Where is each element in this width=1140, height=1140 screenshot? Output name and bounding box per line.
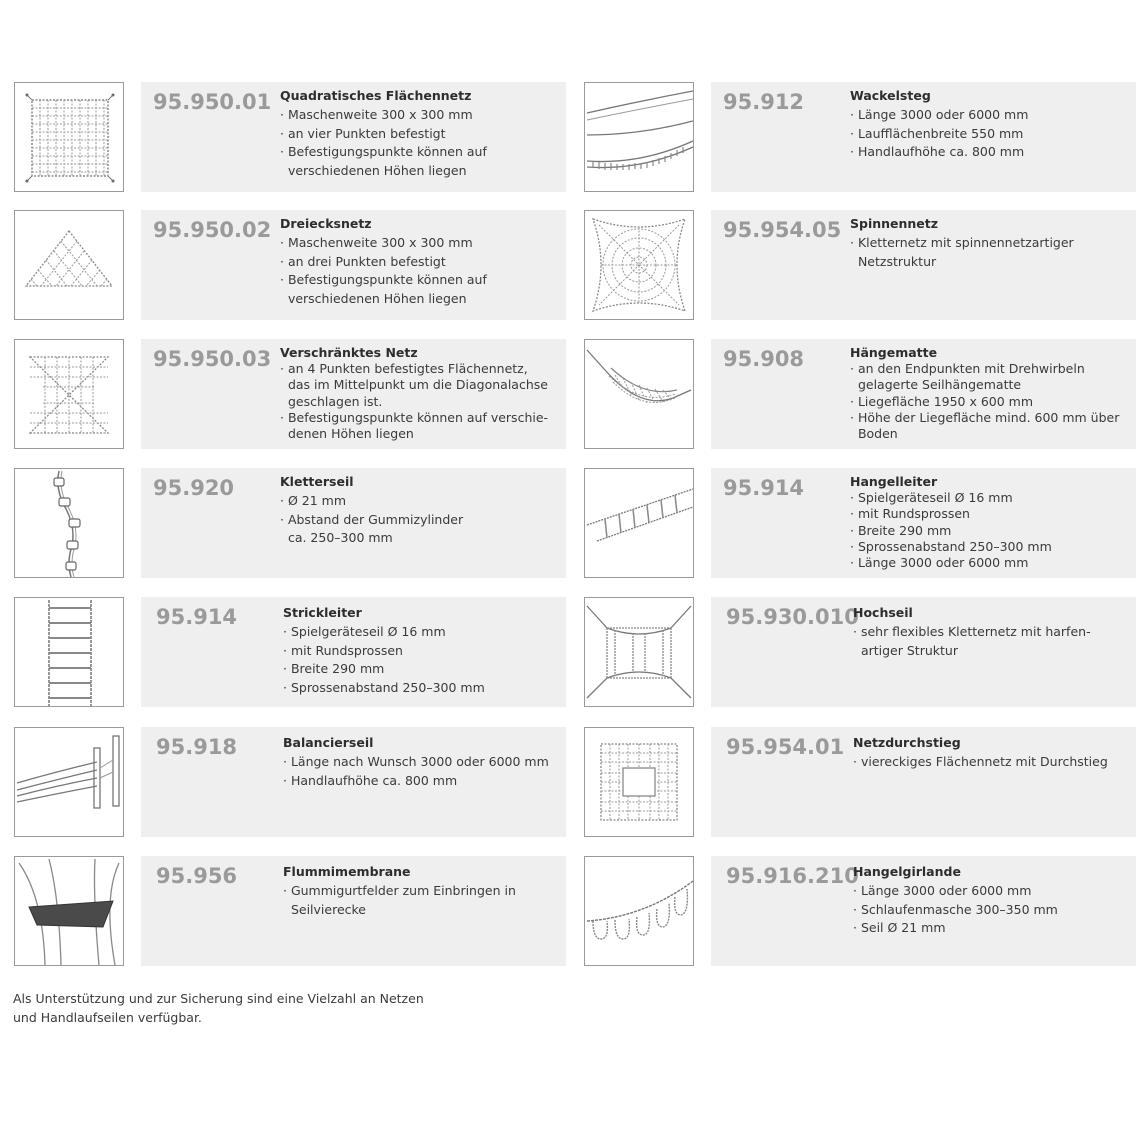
- product-code: 95.918: [156, 735, 238, 759]
- product-specs: [853, 882, 1133, 938]
- spec-line: · Abstand der Gummizylinder: [280, 511, 464, 527]
- product-title: Flummimembrane: [283, 864, 411, 879]
- spec-line: das im Mittelpunkt um die Diagonalachse: [280, 377, 548, 393]
- product-code: 95.920: [153, 476, 235, 500]
- rubber-membrane-drawing: [15, 857, 123, 965]
- product-specs: [280, 234, 560, 308]
- product-specs: [850, 490, 1130, 571]
- spec-line: verschiedenen Höhen liegen: [280, 290, 467, 306]
- product-code: 95.954.05: [723, 218, 842, 242]
- footer-note: [13, 989, 424, 1027]
- spec-line: · sehr flexibles Kletternetz mit harfen-: [853, 624, 1091, 639]
- spec-line: · Länge nach Wunsch 3000 oder 6000 mm: [283, 754, 549, 769]
- footer-line: und Handlaufseilen verfügbar.: [13, 1010, 202, 1025]
- spec-line: · Länge 3000 oder 6000 mm: [850, 107, 1029, 122]
- product-panel: [141, 82, 566, 192]
- spec-line: · Handlaufhöhe ca. 800 mm: [283, 772, 458, 788]
- spec-line: · mit Rundsprossen: [283, 642, 403, 658]
- rubber-membrane-icon: [14, 856, 124, 966]
- product-panel: [711, 597, 1136, 707]
- product-specs: [280, 492, 560, 548]
- spec-line: · mit Rundsprossen: [850, 506, 970, 522]
- spec-line: · Breite 290 mm: [283, 661, 385, 676]
- product-specs: [283, 882, 563, 919]
- spec-line: denen Höhen liegen: [280, 426, 414, 442]
- product-panel: [711, 468, 1136, 578]
- product-title: Quadratisches Flächennetz: [280, 88, 472, 103]
- square-net-drawing: [15, 83, 123, 191]
- spec-line: ca. 250–300 mm: [280, 530, 393, 545]
- triangle-net-icon: [14, 210, 124, 320]
- spec-line: Netzstruktur: [850, 253, 937, 269]
- product-code: 95.956: [156, 864, 238, 888]
- product-title: Spinnennetz: [850, 216, 939, 231]
- product-specs: [853, 623, 1133, 660]
- spec-line: · Sprossenabstand 250–300 mm: [283, 679, 485, 695]
- product-code: 95.912: [723, 90, 805, 114]
- twisted-net-drawing: [15, 340, 123, 448]
- product-code: 95.950.03: [153, 347, 272, 371]
- rope-ladder-drawing: [15, 598, 123, 706]
- spec-line: · Ø 21 mm: [280, 493, 346, 508]
- monkey-ladder-drawing: [585, 469, 693, 577]
- spec-line: · Schlaufenmasche 300–350 mm: [853, 901, 1058, 917]
- product-code: 95.950.01: [153, 90, 272, 114]
- spec-line: · Maschenweite 300 x 300 mm: [280, 235, 473, 250]
- spec-line: · Länge 3000 oder 6000 mm: [850, 555, 1029, 571]
- spec-line: · Maschenweite 300 x 300 mm: [280, 107, 473, 122]
- product-specs: [850, 106, 1130, 162]
- product-code: 95.914: [156, 605, 238, 629]
- product-title: Verschränktes Netz: [280, 345, 418, 360]
- twisted-net-icon: [14, 339, 124, 449]
- spider-web-icon: [584, 210, 694, 320]
- hand-garland-drawing: [585, 857, 693, 965]
- spec-line: · Sprossenabstand 250–300 mm: [850, 538, 1052, 554]
- product-panel: [141, 210, 566, 320]
- product-panel: [711, 727, 1136, 837]
- product-specs: [853, 753, 1133, 772]
- product-code: 95.916.210: [726, 864, 859, 888]
- spec-line: · Spielgeräteseil Ø 16 mm: [283, 624, 446, 639]
- product-title: Hängematte: [850, 345, 938, 360]
- spec-line: geschlagen ist.: [280, 393, 383, 409]
- product-code: 95.908: [723, 347, 805, 371]
- product-panel: [711, 82, 1136, 192]
- spider-web-drawing: [585, 211, 693, 319]
- product-specs: [283, 753, 563, 790]
- spec-line: Seilvierecke: [283, 901, 366, 917]
- spec-line: · Handlaufhöhe ca. 800 mm: [850, 144, 1025, 159]
- spec-line: · Befestigungspunkte können auf: [280, 272, 487, 287]
- spec-line: · viereckiges Flächennetz mit Durchstieg: [853, 754, 1108, 769]
- wobble-bridge-drawing: [585, 83, 693, 191]
- product-specs: [283, 623, 563, 697]
- spec-line: · Höhe der Liegefläche mind. 600 mm über: [850, 409, 1120, 425]
- product-specs: [280, 106, 560, 180]
- wobble-bridge-icon: [584, 82, 694, 192]
- spec-line: Boden: [850, 426, 898, 442]
- net-passage-drawing: [585, 728, 693, 836]
- square-net-icon: [14, 82, 124, 192]
- spec-line: verschiedenen Höhen liegen: [280, 162, 467, 178]
- spec-line: · an vier Punkten befestigt: [280, 125, 446, 141]
- product-code: 95.930.010: [726, 605, 859, 629]
- spec-line: · Breite 290 mm: [850, 522, 952, 538]
- spec-line: · Befestigungspunkte können auf: [280, 144, 487, 159]
- product-code: 95.914: [723, 476, 805, 500]
- spec-line: gelagerte Seilhängematte: [850, 377, 1022, 393]
- spec-line: · Seil Ø 21 mm: [853, 920, 946, 935]
- spec-line: · Laufflächenbreite 550 mm: [850, 125, 1024, 141]
- product-title: Wackelsteg: [850, 88, 931, 103]
- balance-rope-icon: [14, 727, 124, 837]
- hammock-drawing: [585, 340, 693, 448]
- spec-line: · an drei Punkten befestigt: [280, 253, 446, 269]
- spec-line: artiger Struktur: [853, 642, 958, 658]
- spec-line: · Spielgeräteseil Ø 16 mm: [850, 490, 1013, 505]
- monkey-ladder-icon: [584, 468, 694, 578]
- hammock-icon: [584, 339, 694, 449]
- net-passage-icon: [584, 727, 694, 837]
- footer-line: Als Unterstützung und zur Sicherung sind eine Vielzahl an Netzen: [13, 991, 424, 1006]
- product-title: Netzdurchstieg: [853, 735, 961, 750]
- hand-garland-icon: [584, 856, 694, 966]
- product-panel: [141, 856, 566, 966]
- spec-line: · Länge 3000 oder 6000 mm: [853, 883, 1032, 898]
- product-title: Strickleiter: [283, 605, 362, 620]
- product-panel: [141, 597, 566, 707]
- climbing-rope-drawing: [15, 469, 123, 577]
- product-panel: [141, 468, 566, 578]
- high-rope-drawing: [585, 598, 693, 706]
- product-title: Hangelleiter: [850, 474, 938, 489]
- product-specs: [850, 361, 1130, 442]
- triangle-net-drawing: [15, 211, 123, 319]
- product-title: Dreiecksnetz: [280, 216, 372, 231]
- product-code: 95.950.02: [153, 218, 272, 242]
- product-specs: [280, 361, 560, 442]
- product-panel: [711, 856, 1136, 966]
- rope-ladder-icon: [14, 597, 124, 707]
- product-panel: [141, 727, 566, 837]
- spec-line: · Kletternetz mit spinnennetzartiger: [850, 235, 1074, 250]
- spec-line: · Gummigurtfelder zum Einbringen in: [283, 883, 516, 898]
- spec-line: · an den Endpunkten mit Drehwirbeln: [850, 361, 1085, 376]
- balance-rope-drawing: [15, 728, 123, 836]
- high-rope-icon: [584, 597, 694, 707]
- spec-line: · an 4 Punkten befestigtes Flächennetz,: [280, 361, 528, 376]
- product-title: Hochseil: [853, 605, 913, 620]
- product-panel: [141, 339, 566, 449]
- product-specs: [850, 234, 1130, 271]
- product-title: Balancierseil: [283, 735, 374, 750]
- spec-line: · Befestigungspunkte können auf verschie-: [280, 409, 549, 425]
- spec-line: · Liegefläche 1950 x 600 mm: [850, 393, 1034, 409]
- product-panel: [711, 339, 1136, 449]
- product-code: 95.954.01: [726, 735, 845, 759]
- product-panel: [711, 210, 1136, 320]
- product-title: Kletterseil: [280, 474, 354, 489]
- product-title: Hangelgirlande: [853, 864, 961, 879]
- climbing-rope-icon: [14, 468, 124, 578]
